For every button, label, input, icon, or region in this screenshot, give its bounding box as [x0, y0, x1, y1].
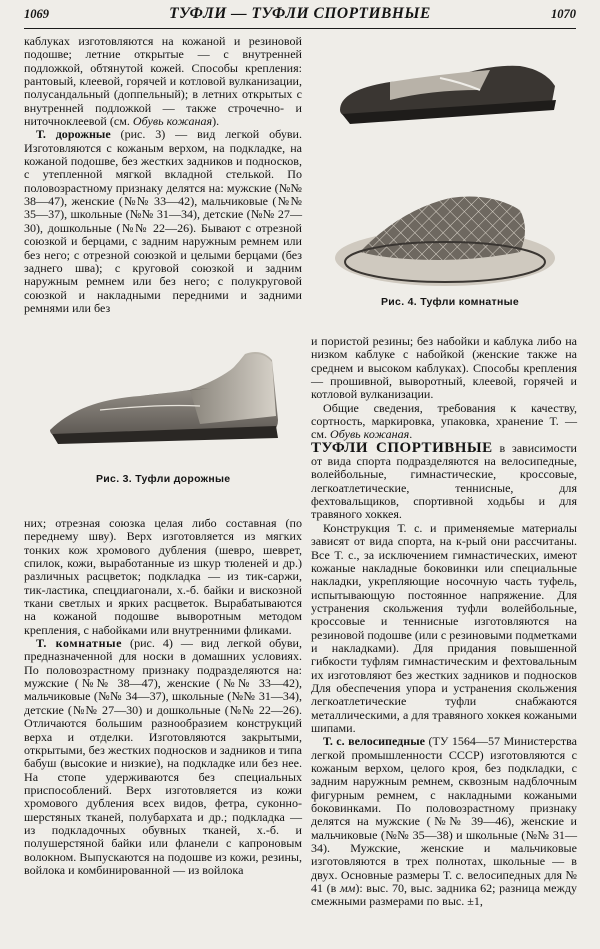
- entry-term: Т. комнатные: [36, 636, 123, 651]
- unit-text: мм: [339, 881, 356, 896]
- paragraph-text: ): выс. 70, выс. задника 62; разница между смежными размерами по выс. ±1,: [311, 881, 577, 909]
- paragraph-text: (рис. 4) — вид легкой обуви, предназначенной для носки в домашних условиях. По половозрастному признаку подразделяются на: мужские (№№ 38—47), женские (№№ 33—42), мальчиковые (№№ 34—37), школьные (№№ 31—34), детские (№№ 27—30) и дошкольные (№№ 22—26). Отличаются большим разнообразием конструкций верха и отделки. Изготовляются закрытыми, открытыми, без жестких подносков и задников и типа бабуш (высокие и низкие), на подкладке или без нее. На стопе удерживаются без специальных приспособлений. Верх изготовляется из кожи хромового дубления всех видов, фетра, суконно-шерстяных тканей, полубархата и др.; подкладка — из подкладочных обувных тканей, х.-б. и полушерстяной байки или фланели с капроновым волокном. Выпускаются на подошве из кожи, резины, войлока и комбинированной — из войлока: [24, 636, 302, 877]
- page-number-right: 1070: [551, 7, 576, 21]
- left-column-bottom: [24, 517, 302, 877]
- cross-reference: Обувь кожаная: [330, 427, 410, 442]
- paragraph: [24, 517, 302, 637]
- paragraph: [311, 735, 577, 908]
- paragraph-text: в зависимости от вида спорта подразделяются на велосипедные, волейбольные, гимнастические, кроссовые, легкоатлетические, теннисные, для фехтовальщиков, спортивной ходьбы и для травяного хоккея.: [311, 440, 577, 522]
- paragraph: [311, 335, 577, 402]
- paragraph: [311, 522, 577, 736]
- running-title: ТУФЛИ — ТУФЛИ СПОРТИВНЫЕ: [169, 5, 431, 22]
- paragraph-text: них; отрезная союзка целая либо составная (по переднему шву). Верх изготовляется из мягких тонких кож хромового дубления (шевро, шеврет, спилок, кожи, выработанные из шкур тюленей и др.) различных расцветок; подкладка — из тик-саржи, тик-ластика, спецдиагонали, х.-б. байки и вискозной ткани светлых и ярких расцветок. Вырабатываются на кожаной подошве выворотным методом крепления, с набойками или внутренними фликами.: [24, 516, 302, 637]
- paragraph-text: (ТУ 1564—57 Министерства легкой промышленности СССР) изготовляются с кожаным верхом, целого кроя, без подкладки, с задним наружным ремнем, сквозным надблочным фигурным ремнем, с накладными кожаными боковинками. По половозрастному признаку делятся на мужские (№№ 39—46), женские и мальчиковые (№№ 35—38) и школьные (№№ 31—34). Мужские, женские и мальчиковые изготовляются в трех полнотах, школьные — в двух. Основные размеры Т. с. велосипедных для № 41 (в: [311, 734, 577, 896]
- page-number-left: 1069: [24, 7, 49, 21]
- left-column-top: [24, 35, 302, 315]
- figure-4-caption: Рис. 4. Туфли комнатные: [381, 296, 520, 308]
- figure-3-caption: Рис. 3. Туфли дорожные: [96, 473, 231, 485]
- entry-headword: ТУФЛИ СПОРТИВНЫЕ: [311, 439, 493, 456]
- paragraph: Общие сведения, требования к качеству, сортность, маркировка, упаковка, хранение Т. — см. Обувь кожаная.: [311, 400, 577, 442]
- paragraph: [24, 637, 302, 877]
- page-header: [24, 5, 576, 25]
- figure-4-slipper-top: [330, 190, 560, 290]
- paragraph-text: и пористой резины; без набойки и каблука либо на низком каблуке с набойкой (женские также на среднем и высоком каблуках). Способы крепления — прошивной, выворотный, клеевой, горячей и котловой вулканизации.: [311, 334, 577, 402]
- header-rule: [24, 28, 576, 29]
- entry-term: Т. с. велосипедные: [323, 734, 425, 749]
- figure-4-slipper-side: [330, 60, 560, 130]
- paragraph: [311, 439, 577, 522]
- paragraph-text: (рис. 3) — вид легкой обуви. Изготовляются с кожаным верхом, на подкладке, на кожаной подошве, без жестких задников и подносков, с утепленной мягкой вкладной стелькой. По половозрастному признаку делятся на: мужские (№№ 38—47), женские (№№ 33—42), мальчиковые (№№ 35—37), школьные (№№ 31—34), детские (№№ 27—30), дошкольные (№№ 22—26). Бывают с отрезной союзкой и берцами, с задним наружным ремнем или без него; с отрезной союзкой и целыми берцами (без заднего шва); с круговой союзкой и задним наружным ремнем или без него; с полукруговой союзкой и накладными передними и задними ремнями или без: [24, 127, 302, 315]
- cross-reference: Обувь кожаная: [132, 114, 213, 129]
- figure-3-travel-shoe: [40, 350, 290, 450]
- entry-term: Т. дорожные: [36, 127, 111, 142]
- right-column: [311, 335, 577, 909]
- paragraph-text: Конструкция Т. с. и применяемые материалы зависят от вида спорта, на к-рый они рассчитаны. Все Т. с., за исключением гимнастических, имеют кожаные накладные боковинки или специальные накладки, укрепляющие носочную часть туфель, испытывающую постоянное напряжение. Для устранения скольжения туфли волейбольные, кроссовые и теннисные изготовляются на резиновой подошве (или с резиновыми подметками и накладками). Для придания повышенной гибкости туфлям гимнастическим и фехтовальным их изготовляют без жестких задников и подносков Для обеспечения упора и устранения скольжения легкоатлетические туфли снабжаются металлическими, а для травяного хоккея кожаными шипами.: [311, 520, 577, 735]
- paragraph-text: Общие сведения, требования к качеству, сортность, маркировка, упаковка, хранение Т. — см.: [311, 400, 577, 442]
- paragraph: каблуках изготовляются на кожаной и резиновой подошве; летние открытые — с внутренней подложкой, обтянутой кожей. Способы крепления: рантовый, клеевой, горячей и котловой вулканизации, полусандальный (доппельный); в летних открытых с внутренней подложкой — также строчечно- и ниточноклеевой (см. Обувь кожаная).: [24, 34, 302, 129]
- paragraph: [24, 128, 302, 315]
- paragraph-text: каблуках изготовляются на кожаной и резиновой подошве; летние открытые — с внутренней подложкой, обтянутой кожей. Способы крепления: рантовый, клеевой, горячей и котловой вулканизации, полусандальный (доппельный); в летних открытых с внутренней подложкой — также строчечно- и ниточноклеевой (см.: [24, 34, 302, 129]
